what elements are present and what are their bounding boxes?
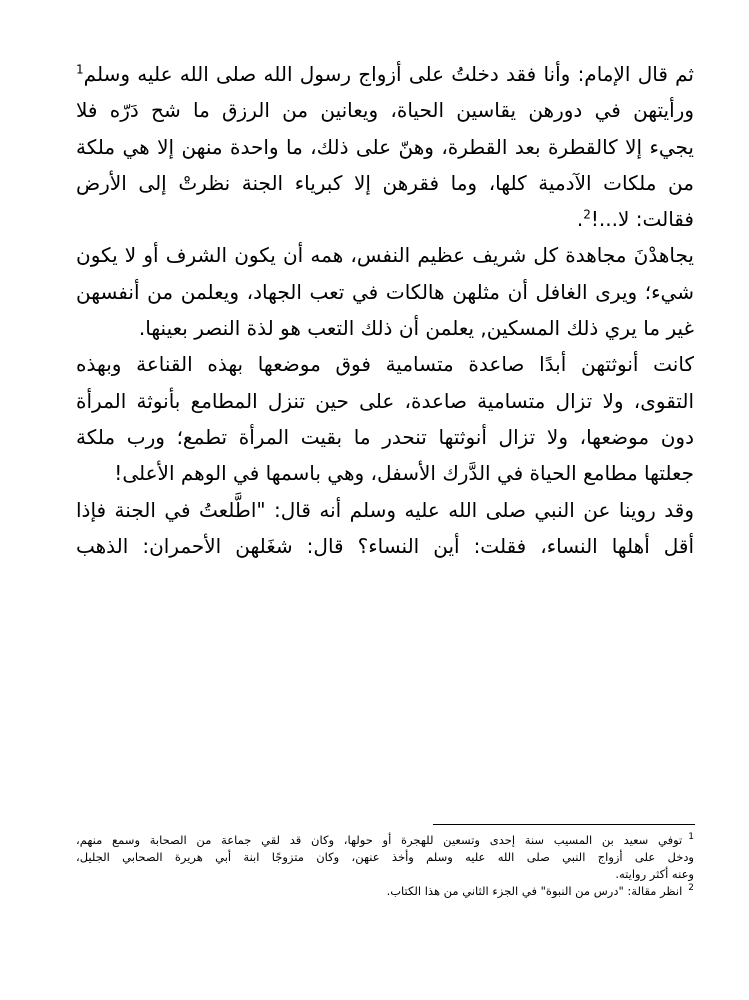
text-line: يجيء إلا كالقطرة بعد القطرة، وهنّ على ذلك، ما واحدة منهن إلا هي ملكة (76, 134, 694, 159)
footnotes (76, 832, 694, 900)
text-line (76, 201, 694, 237)
trailing-punctuation: . (576, 207, 584, 232)
text-line: ورأيتهن في دورهن يقاسين الحياة، ويعانين من الرزق ما شح دَرّه فلا (76, 98, 694, 123)
footnote-line (76, 883, 694, 900)
footnote-reference-1[interactable]: 1 (76, 62, 84, 77)
footnote-reference-2[interactable]: 2 (583, 207, 591, 222)
footnote-line (76, 832, 694, 849)
text-line: دون موضعها، ولا تزال أنوثتها تنحدر ما بقيت المرأة تطمع؛ ورب ملكة (76, 424, 694, 449)
footnote-number: 1 (688, 832, 694, 843)
footnote-separator (433, 824, 695, 825)
footnote-line: وعنه أكثر روايته. (615, 867, 694, 881)
footnote-line: ودخل على أزواج النبي صلى الله عليه وسلم وأخذ عنهن، وكان متزوجًا ابنة أبي هريرة الصحابي الجليل، (76, 850, 694, 864)
text-line-content: ثم قال الإمام: وأنا فقد دخلتُ على أزواج رسول الله صلى الله عليه وسلم (83, 62, 694, 86)
text-line: وقد روينا عن النبي صلى الله عليه وسلم أنه قال: "اطَّلعتُ في الجنة فإذا (76, 497, 694, 522)
footnote-number: 2 (688, 883, 694, 894)
text-line: جعلتها مطامع الحياة في الدَّرك الأسفل، وهي باسمها في الوهم الأعلى! (114, 461, 694, 486)
text-line: يجاهدْنَ مجاهدة كل شريف عظيم النفس، همه أن يكون الشرف أو لا يكون (76, 243, 694, 268)
main-text (76, 56, 694, 564)
text-line (76, 56, 694, 92)
text-line: غير ما يري ذلك المسكين, يعلمن أن ذلك التعب هو لذة النصر بعينها. (138, 316, 694, 341)
footnote-text: توفي سعيد بن المسيب سنة إحدى وتسعين للهجرة أو حولها، وكان قد لقي جماعة من الصحابة وسمع منهم، (76, 833, 683, 847)
text-line: كانت أنوثتهن أبدًا صاعدة متسامية فوق موضعها بهذه القناعة وبهذه (76, 352, 694, 377)
footnote-text: انظر مقالة: "درس من النبوة" في الجزء الثاني من هذا الكتاب. (386, 884, 683, 898)
text-line: شيء؛ ويرى الغافل أن مثلهن هالكات في تعب الجهاد، ويعلمن من أنفسهن (76, 279, 694, 304)
text-line: أقل أهلها النساء، فقلت: أين النساء؟ قال: شغَلهن الأحمران: الذهب (76, 533, 694, 558)
text-line: التقوى، ولا تزال متسامية صاعدة، على حين تنزل المطامع بأنوثة المرأة (76, 388, 694, 413)
text-line-content: فقالت: لا...! (590, 207, 694, 232)
text-line: من ملكات الآدمية كلها، وما فقرهن إلا كبرياء الجنة نظرتْ إلى الأرض (76, 170, 694, 195)
